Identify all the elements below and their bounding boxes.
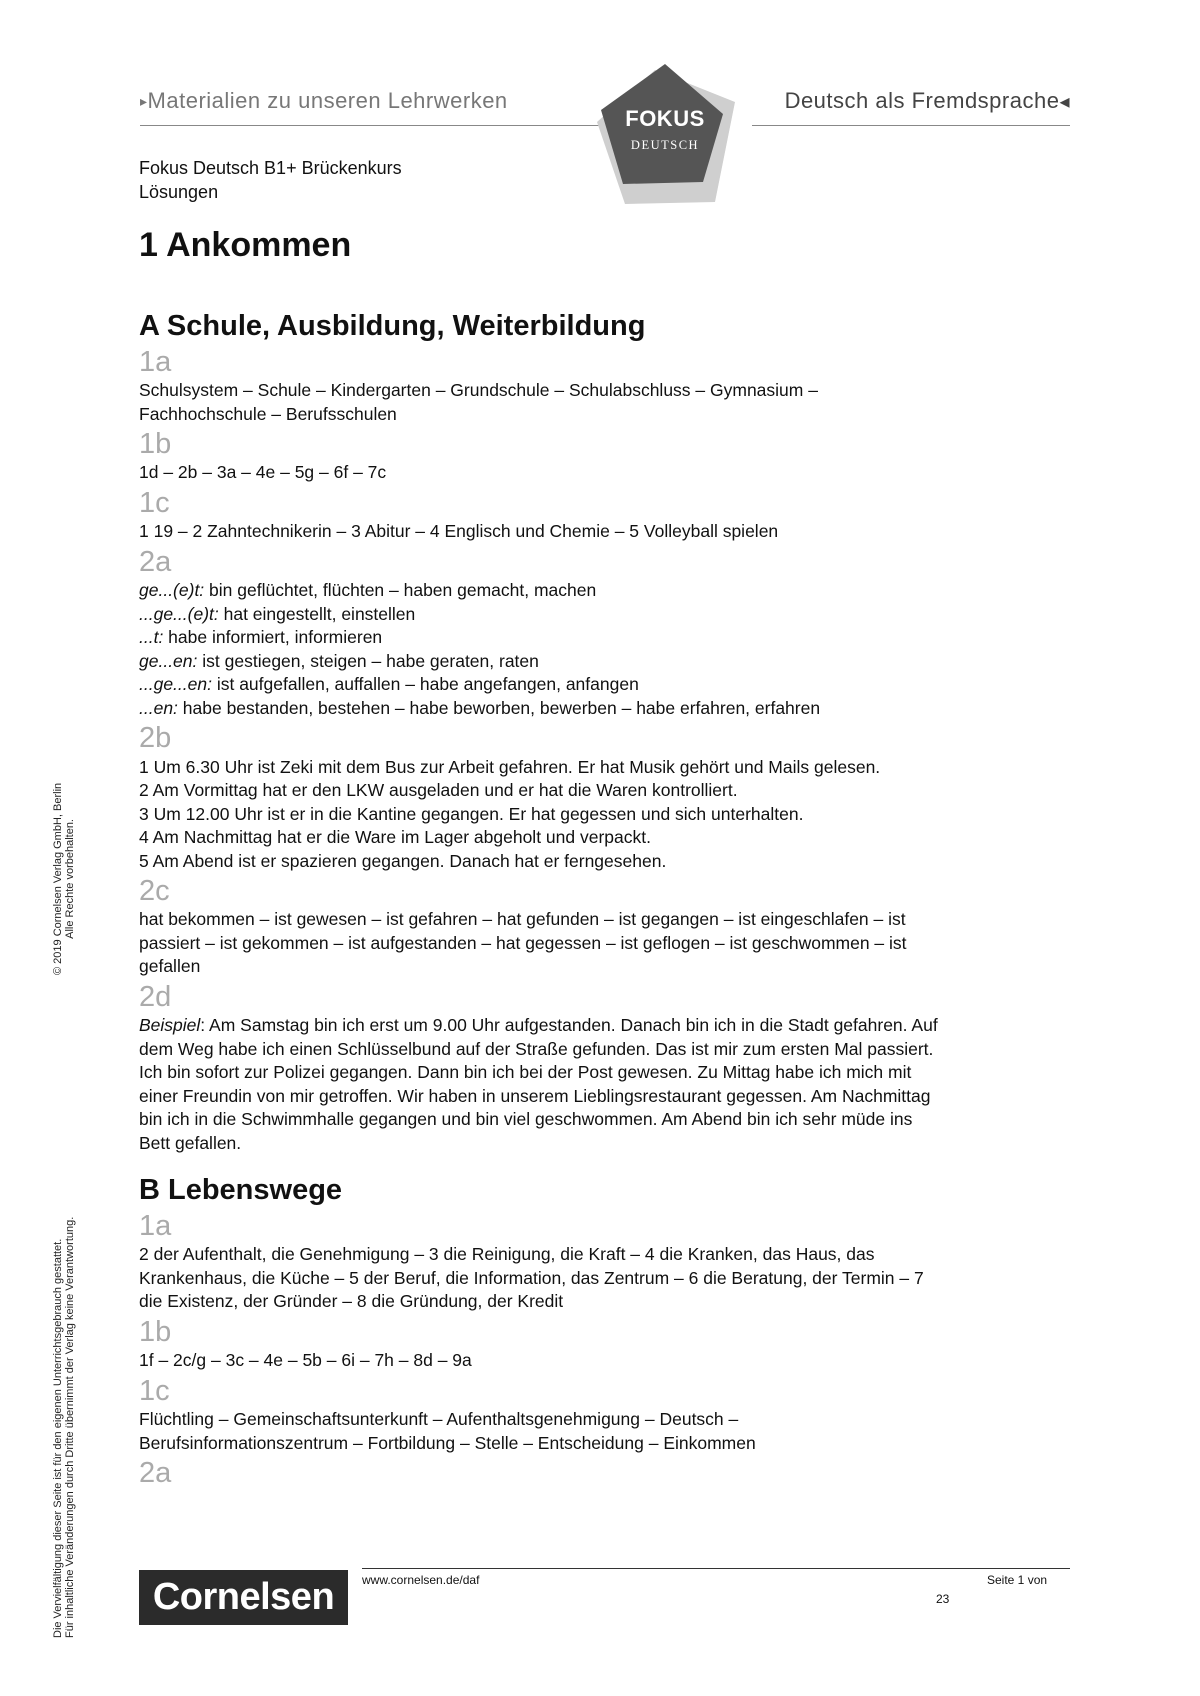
pentagon-logo-icon — [585, 62, 745, 212]
exercise-label: 2c — [139, 875, 170, 908]
header-left — [140, 88, 508, 114]
exercise-label: 1b — [139, 428, 172, 461]
section-a-title: A Schule, Ausbildung, Weiterbildung — [139, 310, 646, 342]
exercise-label: 2a — [139, 545, 172, 578]
chapter-title: 1 Ankommen — [139, 226, 352, 264]
exercise-label: 2d — [139, 980, 172, 1013]
answer-line: ...ge...(e)t: hat eingestellt, einstellen — [139, 603, 416, 624]
answer-line: ...ge...en: ist aufgefallen, auffallen – habe angefangen, anfangen — [139, 674, 639, 695]
exercise-label: 1c — [139, 1374, 170, 1407]
triangle-left-icon: ◂ — [1059, 91, 1070, 113]
page-label: Seite 1 von — [987, 1573, 1048, 1587]
answer-line: ...en: habe bestanden, bestehen – habe beworben, bewerben – habe erfahren, erfahren — [139, 697, 821, 718]
answer-text: 1 Um 6.30 Uhr ist Zeki mit dem Bus zur Arbeit gefahren. Er hat Musik gehört und Mails gelesen. 2 Am Vormittag hat er den LKW ausgeladen und er hat die Waren kontrolliert. 3 Um 12.00 Uhr ist er in die Kantine gegangen. Er hat gegessen und sich unterhalten. 4 Am Nachmittag hat er die Ware im Lager abgeholt und verpackt. 5 Am Abend ist er spazieren gegangen. Danach hat er ferngesehen. — [139, 756, 881, 871]
exercise-label: 1a — [139, 1210, 172, 1242]
doc-type: Lösungen — [139, 182, 219, 202]
header-right-text: Deutsch als Fremdsprache — [784, 88, 1060, 113]
footer-url[interactable]: www.cornelsen.de/daf — [362, 1573, 480, 1587]
answer-line: ...t: habe informiert, informieren — [139, 627, 383, 648]
answer-line: ge...(e)t: bin geflüchtet, flüchten – haben gemacht, machen — [139, 580, 597, 601]
answer-text: hat bekommen – ist gewesen – ist gefahren – hat gefunden – ist gegangen – ist eingeschlafen – ist passiert – ist gekommen – ist aufgestanden – hat gegessen – ist geflogen – ist geschwommen – ist gefallen — [139, 909, 907, 977]
logo-text-deutsch: DEUTSCH — [630, 138, 700, 152]
exercise-label: 2b — [139, 722, 172, 755]
answer-text: 1f – 2c/g – 3c – 4e – 5b – 6i – 7h – 8d – 9a — [139, 1350, 472, 1371]
copyright-note: © 2019 Cornelsen Verlag GmbH, Berlin Alle Rechte vorbehalten. — [52, 782, 76, 975]
header-rule-left — [140, 125, 600, 126]
answer-text: Beispiel: Am Samstag bin ich erst um 9.00 Uhr aufgestanden. Danach bin ich in die Stadt gefahren. Auf dem Weg habe ich einen Schlüsselbund auf der Straße gefunden. Das ist mir zum ersten Mal passiert. Ich bin sofort zur Polizei gegangen. Dann bin ich bei der Post gewesen. Zu Mittag habe ich mich mit einer Freundin von mir getroffen. Wir haben in unserem Lieblingsrestaurant gegessen. Am Nachmittag bin ich in die Schwimmhalle gegangen und bin viel geschwommen. Am Abend bin ich sehr müde ins Bett gefallen. — [139, 1015, 938, 1153]
book-title: Fokus Deutsch B1+ Brückenkurs — [139, 158, 402, 178]
section-b-title: B Lebenswege — [139, 1174, 343, 1207]
cornelsen-logo: Cornelsen — [139, 1570, 348, 1625]
main-content — [139, 222, 1074, 1490]
answer-text: 1 19 – 2 Zahntechnikerin – 3 Abitur – 4 Englisch und Chemie – 5 Volleyball spielen — [139, 521, 779, 542]
answer-line: ge...en: ist gestiegen, steigen – habe geraten, raten — [139, 650, 539, 671]
exercise-label: 1b — [139, 1315, 172, 1348]
page-total: 23 — [936, 1592, 950, 1606]
footer-rule — [362, 1568, 1070, 1569]
header-right — [785, 88, 1070, 114]
answer-text: Flüchtling – Gemeinschaftsunterkunft – Aufenthaltsgenehmigung – Deutsch – Berufsinformationszentrum – Fortbildung – Stelle – Entscheidung – Einkommen — [139, 1409, 756, 1453]
answer-text — [139, 579, 1074, 720]
logo-text-fokus: FOKUS — [625, 106, 705, 131]
answer-text: Schulsystem – Schule – Kindergarten – Grundschule – Schulabschluss – Gymnasium – Fachhochschule – Berufsschulen — [139, 380, 818, 424]
answer-text: 1d – 2b – 3a – 4e – 5g – 6f – 7c — [139, 462, 387, 483]
header-rule-right — [752, 125, 1070, 126]
fokus-deutsch-logo — [585, 62, 745, 212]
usage-notice: Die Vervielfältigung dieser Seite ist für den eigenen Unterrichtsgebrauch gestattet. Für inhaltliche Veränderungen durch Dritte übernimmt der Verlag keine Verantwortung. — [52, 1216, 76, 1638]
exercise-label: 1a — [139, 345, 172, 378]
header-left-text: Materialien zu unseren Lehrwerken — [147, 88, 508, 113]
exercise-label: 2a — [139, 1457, 172, 1490]
triangle-right-icon: ▸ — [140, 93, 148, 109]
exercise-label: 1c — [139, 486, 170, 519]
answer-text: 2 der Aufenthalt, die Genehmigung – 3 die Reinigung, die Kraft – 4 die Kranken, das Haus, das Krankenhaus, die Küche – 5 der Beruf, die Information, das Zentrum – 6 die Beratung, der Termin – 7 die Existenz, der Gründer – 8 die Gründung, der Kredit — [139, 1244, 924, 1312]
